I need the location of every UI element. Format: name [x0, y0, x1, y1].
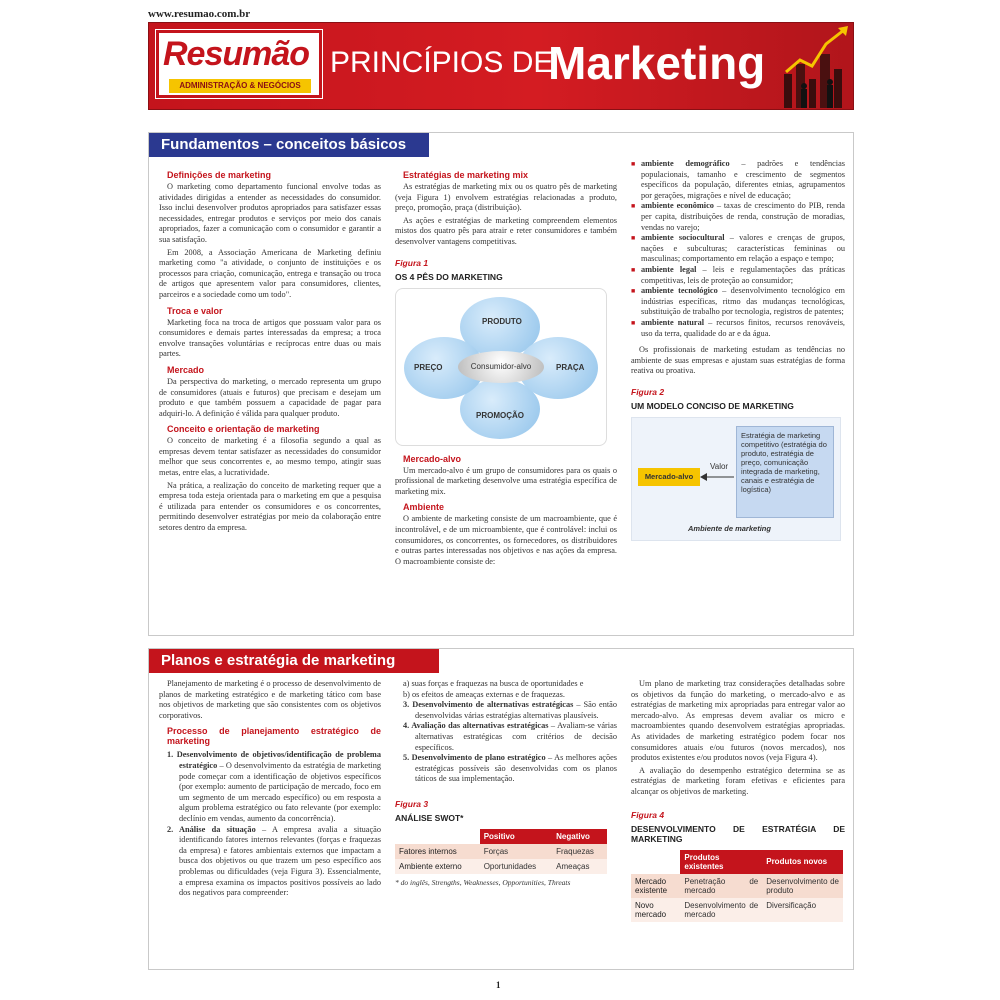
figure-title: UM MODELO CONCISO DE MARKETING — [631, 400, 794, 411]
table-cell: Mercado existente — [631, 874, 680, 898]
figure-label: Figura 4 — [631, 809, 665, 820]
term: ambiente tecnológico — [641, 286, 718, 296]
term: ambiente demográfico — [641, 159, 730, 168]
logo-text: Resumão — [163, 35, 310, 73]
section-fundamentos — [148, 132, 854, 636]
subheading: Mercado-alvo — [403, 453, 462, 464]
table-row — [631, 898, 843, 922]
list-item: a) suas forças e fraquezas na busca de oportunidades e — [403, 679, 584, 688]
table-header-cell: Produtos existentes — [680, 850, 762, 874]
logo-subtitle: ADMINISTRAÇÃO & NEGÓCIOS — [169, 79, 311, 93]
column-2 — [395, 165, 617, 569]
numbered-item — [403, 753, 617, 785]
subheading: Ambiente — [403, 502, 445, 513]
bullet-item — [631, 286, 845, 318]
footnote: * do inglês, Strengths, Weaknesses, Opportunities, Threats — [395, 877, 571, 887]
page-title: Marketing — [548, 37, 766, 89]
center-ellipse — [458, 351, 544, 383]
bullet-item — [631, 318, 845, 339]
item-text: – O desenvolvimento da estratégia de marketing pode começar com a identificação de objetivos específicos (por exemplo: aumento de participação de mercado, foco em um segmento de um mercado específico) ou em resposta a algum problema estratégico ou fato relevante (por exemplo: declínio em vendas, aumento da concorrência). — [179, 760, 381, 823]
bullet-text: – padrões e tendências populacionais, tamanho e crescimento de segmentos específicos da população, diferentes etnias, agrupamentos por gerações, migrações e nível de educação; — [641, 159, 845, 200]
table-cell: Fraquezas — [552, 844, 607, 859]
column-2 — [395, 679, 617, 887]
paragraph: Os profissionais de marketing estudam as tendências no ambiente de suas empresas e ajustam suas estratégias de forma reativa ou proativa. — [631, 345, 845, 376]
term: ambiente natural — [641, 317, 705, 327]
figure-label: Figura 2 — [631, 386, 665, 397]
table-header-cell: Positivo — [480, 829, 552, 844]
column-1 — [159, 165, 381, 536]
numbered-item — [403, 700, 617, 721]
subheading: Estratégias de marketing mix — [403, 170, 529, 180]
bullet-text: – valores e crenças de grupos, nações e subculturas; características femininas ou masculinas; comportamento em relação a espaço e tempo; — [641, 233, 845, 264]
table-row — [631, 874, 843, 898]
subheading: Processo de planejamento estratégico de marketing — [167, 726, 381, 747]
bullet-text: – desenvolvimento tecnológico em indústrias específicas, ritmo das mudanças tecnológicas, substituição de trabalho por tecnologia, registros de patentes; — [641, 286, 845, 317]
table-cell: Desenvolvimento de mercado — [680, 898, 762, 922]
table-cell: Diversificação — [762, 898, 843, 922]
four-ps-diagram — [395, 288, 607, 446]
table-cell: Oportunidades — [480, 859, 552, 874]
paragraph: O conceito de marketing é a filosofia segundo a qual as empresas devem tentar satisfazer as necessidades do consumidor melhor que seus concorrentes e, ao mesmo tempo, atingir suas metas, entre elas, a lucratividade. — [159, 436, 381, 478]
environment-label: Ambiente de marketing — [688, 523, 771, 533]
bullet-item — [631, 233, 845, 265]
term: ambiente legal — [641, 264, 697, 274]
term: 3. Desenvolvimento de alternativas estratégicas — [403, 700, 574, 710]
paragraph: O ambiente de marketing consiste de um macroambiente, que é incontrolável, e de um microambiente, que é controlável: inclui os consumidores, os concorrentes, os fornecedores, os distribuidores e outras partes interessadas nos objetivos e nas ações da empresa. O macroambiente consiste de: — [395, 514, 617, 566]
figure-label: Figura 3 — [395, 798, 429, 809]
table-cell: Fatores internos — [395, 844, 480, 859]
table-cell: Novo mercado — [631, 898, 680, 922]
numbered-item — [167, 825, 381, 899]
label-preco: PREÇO — [414, 362, 443, 372]
section-heading: Planos e estratégia de marketing — [149, 649, 439, 673]
paragraph: O marketing como departamento funcional envolve todas as atividades dirigidas a entender as necessidades do consumidor. Isso inclui desenvolver produtos apropriados para satisfazer essas necessidades, entregar produtos e serviços por meio dos canais apropriados, fazer a comunicação com o consumidor e garantir a sua satisfação. — [159, 182, 381, 244]
table-cell: Ambiente externo — [395, 859, 480, 874]
column-1 — [159, 679, 381, 899]
bullet-item — [631, 201, 845, 233]
site-url: www.resumao.com.br — [148, 8, 251, 20]
numbered-item — [403, 721, 617, 753]
column-3 — [631, 159, 845, 541]
paragraph: Da perspectiva do marketing, o mercado representa um grupo de consumidores (atuais e futuros) que precisam e desejam um produto e que também possuem a capacidade de pagar para adquiri-lo. A definição é válida para qualquer produto. — [159, 376, 381, 418]
term: ambiente sociocultural — [641, 233, 725, 243]
term: 4. Avaliação das alternativas estratégicas — [403, 721, 549, 731]
table-row — [395, 859, 607, 874]
subheading: Troca e valor — [167, 305, 223, 316]
subheading: Definições de marketing — [167, 170, 272, 180]
swot-table — [395, 829, 607, 874]
subheading: Conceito e orientação de marketing — [167, 424, 320, 435]
paragraph: Marketing foca na troca de artigos que possuam valor para os consumidores e demais partes interessadas da empresa; a troca envolve transações voluntárias e recíprocas entre duas ou mais partes. — [159, 317, 381, 359]
paragraph: Na prática, a realização do conceito de marketing requer que a empresa toda esteja orientada para o marketing em que a pesquisa é utilizada para entender os consumidores e os concorrentes, permitindo desenvolver estratégias por meio da colaboração entre setores dentro da empresa. — [159, 480, 381, 533]
target-market-box — [638, 468, 700, 486]
figure-title: DESENVOLVIMENTO DE ESTRATÉGIA DE MARKETING — [631, 823, 845, 844]
item-text: – A empresa avalia a situação identificando fatores internos relevantes (forças e fraquezas da empresa) e fatores ambientais externos que impactam a busca dos objetivos ou que trazem um peso específico aos problemas ou dificuldades (veja Figura 3). Essencialmente, a empresa examina os impactos positivos possíveis ao lado dos negativos para compreender: — [179, 824, 381, 898]
term: 1. Desenvolvimento de objetivos/identificação de problema estratégico — [167, 750, 381, 770]
label-praca: PRAÇA — [556, 362, 585, 372]
figure-label: Figura 1 — [395, 257, 429, 268]
table-header-row — [395, 829, 607, 844]
marketing-model-diagram — [631, 417, 841, 541]
center-label: Consumidor-alvo — [470, 361, 532, 371]
table-row — [395, 844, 607, 859]
paragraph: A avaliação do desempenho estratégico determina se as estratégias de marketing foram efetivas e eficientes para alcançar os objetivos de marketing. — [631, 765, 845, 796]
item-text: – As melhores ações estratégicas possíveis são desenvolvidas com os planos táticos de sua implementação. — [415, 753, 617, 784]
paragraph: As ações e estratégias de marketing compreendem elementos mistos dos quatro pês para atrair e reter consumidores e também desenvolver vantagens competitivas. — [395, 215, 617, 246]
term: 5. Desenvolvimento de plano estratégico — [403, 753, 546, 763]
term: ambiente econômico — [641, 201, 714, 211]
table-header-cell: Produtos novos — [762, 850, 843, 874]
strategy-text: Estratégia de marketing competitivo (estratégia do produto, estratégia de preço, comunicação integrada de marketing, canais e estratégia de logística) — [741, 430, 827, 494]
bullet-text: – recursos finitos, recursos renováveis, uso da terra, qualidade do ar e da água. — [641, 317, 845, 338]
bullet-text: – taxas de crescimento do PIB, renda per capita, distribuições de renda, construção de moradias, vendas no varejo; — [641, 201, 845, 232]
paragraph: Um plano de marketing traz considerações detalhadas sobre os objetivos da função do marketing, o mercado-alvo e as estratégias de marketing mix apropriadas para entregar valor ao mercado-alvo. As empresas devem avaliar os micro e macroambientes quando desenvolvem estratégias apropriadas. As atividades de marketing estratégico podem focar nos consumidores atuais e/ou futuros (novos mercados), nos produtos existentes e/ou produtos novos (veja Figura 4). — [631, 679, 845, 763]
paragraph: Planejamento de marketing é o processo de desenvolvimento de planos de marketing estratégico e de marketing tático com base nos objetivos de marketing que são consistentes com os objetivos corporativos. — [159, 679, 381, 720]
item-text: – São então desenvolvidas várias estratégias alternativas plausíveis. — [415, 700, 617, 720]
table-header-row — [631, 850, 843, 874]
logo — [156, 30, 322, 98]
figure-title: ANÁLISE SWOT* — [395, 812, 464, 823]
table-cell: Ameaças — [552, 859, 607, 874]
strategy-box — [736, 426, 834, 518]
table-cell: Desenvolvimento de produto — [762, 874, 843, 898]
numbered-item — [167, 750, 381, 824]
item-text: – Avaliam-se várias alternativas estratégicas com critérios de decisão específicos. — [415, 721, 617, 752]
table-cell: Forças — [480, 844, 552, 859]
column-3 — [631, 679, 845, 922]
paragraph: Um mercado-alvo é um grupo de consumidores para os quais o profissional de marketing desenvolve uma estratégia específica de marketing mix. — [395, 465, 617, 496]
subheading: Mercado — [167, 364, 205, 375]
section-planos — [148, 648, 854, 970]
label-promocao: PROMOÇÃO — [476, 410, 524, 420]
valor-label: Valor — [710, 461, 729, 471]
term: 2. Análise da situação — [167, 824, 256, 834]
list-item: b) os efeitos de ameaças externas e de fraquezas. — [403, 689, 565, 699]
table-header-cell — [631, 850, 680, 874]
target-market-label: Mercado-alvo — [644, 471, 694, 481]
table-header-cell: Negativo — [552, 829, 607, 844]
section-heading: Fundamentos – conceitos básicos — [149, 133, 429, 157]
arrow — [700, 472, 736, 482]
bullet-item — [631, 159, 845, 201]
bullet-item — [631, 265, 845, 286]
strategy-matrix-table — [631, 850, 843, 922]
page-number: 1 — [496, 980, 501, 990]
label-produto: PRODUTO — [482, 316, 522, 326]
title-prefix: PRINCÍPIOS DE — [330, 46, 554, 79]
table-cell: Penetração de mercado — [680, 874, 762, 898]
figure-title: OS 4 PÊS DO MARKETING — [395, 271, 503, 282]
paragraph: Em 2008, a Associação Americana de Marketing definiu marketing como "a atividade, o conjunto de instituições e os processos para criação, comunicação, entrega e transação ou troca de artigos que apresentem valor para consumidores, clientes, parceiros e a sociedade como um todo". — [159, 247, 381, 299]
paragraph: As estratégias de marketing mix ou os quatro pês de marketing (veja Figura 1) envolvem estratégias relacionadas a produto, preço, promoção, praça (distribuição). — [395, 182, 617, 213]
business-skyline-illustration — [782, 24, 852, 108]
bullet-text: – leis e regulamentações das práticas competitivas, leis de proteção ao consumidor; — [641, 264, 845, 285]
table-header-cell — [395, 829, 480, 844]
